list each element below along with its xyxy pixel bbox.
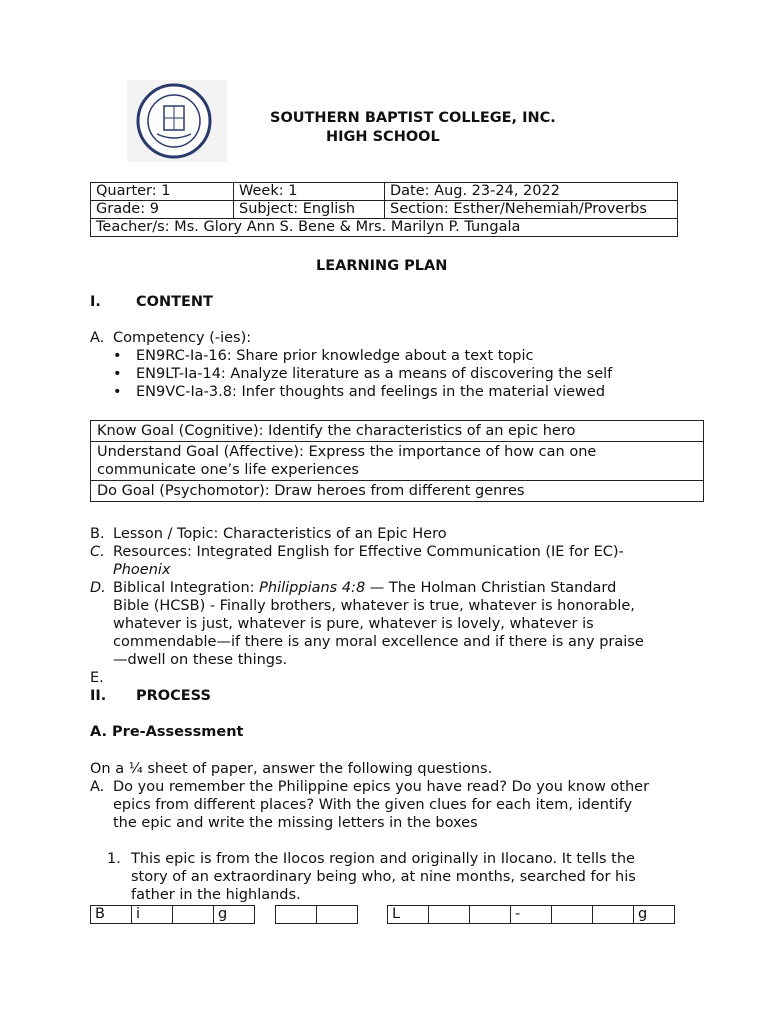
letter-box[interactable]: i — [132, 906, 173, 924]
competency-item: EN9LT-Ia-14: Analyze literature as a means of discovering the self — [136, 366, 613, 382]
letter-box[interactable]: B — [91, 906, 132, 924]
question-clue-line: This epic is from the Ilocos region and originally in Ilocano. It tells the — [131, 851, 635, 867]
letter-box[interactable] — [552, 906, 593, 924]
bible-reference: Philippians 4:8 — [259, 580, 366, 596]
question-text-line: the epic and write the missing letters in the boxes — [113, 815, 478, 831]
competency-heading: Competency (-ies): — [113, 330, 252, 346]
competency-item: EN9VC-Ia-3.8: Infer thoughts and feelings in the material viewed — [136, 384, 606, 400]
list-label: B. — [90, 526, 105, 542]
letter-boxes-word1 — [90, 905, 255, 924]
letter-box[interactable]: - — [511, 906, 552, 924]
section-number: II. — [90, 688, 107, 704]
grade-cell: Grade: 9 — [91, 201, 234, 219]
list-label: E. — [90, 670, 104, 686]
list-label: C. — [90, 544, 105, 560]
week-cell: Week: 1 — [234, 183, 385, 201]
question-clue-line: father in the highlands. — [131, 887, 301, 903]
list-label: D. — [90, 580, 106, 596]
resources-line: Resources: Integrated English for Effective Communication (IE for EC)- — [113, 544, 624, 560]
do-goal: Do Goal (Psychomotor): Draw heroes from different genres — [91, 481, 704, 502]
know-goal: Know Goal (Cognitive): Identify the characteristics of an epic hero — [91, 421, 704, 442]
resources-book: Phoenix — [113, 562, 171, 578]
school-logo — [127, 80, 227, 162]
letter-box[interactable] — [593, 906, 634, 924]
quarter-cell: Quarter: 1 — [91, 183, 234, 201]
letter-box[interactable] — [317, 906, 358, 924]
competency-item: EN9RC-Ia-16: Share prior knowledge about a text topic — [136, 348, 534, 364]
section-number: I. — [90, 294, 101, 310]
teachers-cell: Teacher/s: Ms. Glory Ann S. Bene & Mrs. Marilyn P. Tungala — [91, 219, 678, 237]
biblical-text-line: whatever is just, whatever is pure, whatever is lovely, whatever is — [113, 616, 594, 632]
lesson-topic: Lesson / Topic: Characteristics of an Epic Hero — [113, 526, 447, 542]
understand-goal-line: Understand Goal (Affective): Express the importance of how can one — [97, 444, 597, 460]
understand-goal-line: communicate one’s life experiences — [97, 462, 359, 478]
letter-boxes-word3 — [387, 905, 675, 924]
date-cell: Date: Aug. 23-24, 2022 — [385, 183, 678, 201]
goals-table — [90, 420, 704, 502]
letter-box[interactable]: L — [388, 906, 429, 924]
bullet-icon: • — [113, 366, 122, 382]
section-cell: Section: Esther/Nehemiah/Proverbs — [385, 201, 678, 219]
question-number: 1. — [107, 851, 121, 867]
pre-assessment-heading: A. Pre-Assessment — [90, 724, 244, 740]
understand-goal — [91, 442, 704, 481]
subject-cell: Subject: English — [234, 201, 385, 219]
question-text-line: Do you remember the Philippine epics you have read? Do you know other — [113, 779, 650, 795]
instruction-text: On a ¼ sheet of paper, answer the following questions. — [90, 761, 493, 777]
list-label: A. — [90, 779, 105, 795]
letter-box[interactable]: g — [214, 906, 255, 924]
school-seal-icon — [127, 80, 227, 162]
list-label: A. — [90, 330, 105, 346]
bullet-icon: • — [113, 348, 122, 364]
info-table — [90, 182, 678, 237]
section-heading: PROCESS — [136, 688, 211, 704]
biblical-integration-line — [113, 579, 616, 597]
page-title: LEARNING PLAN — [316, 258, 448, 274]
letter-box[interactable] — [470, 906, 511, 924]
letter-box[interactable]: g — [634, 906, 675, 924]
biblical-text-line: —dwell on these things. — [113, 652, 288, 668]
letter-boxes-word2 — [275, 905, 358, 924]
section-heading: CONTENT — [136, 294, 213, 310]
letter-box[interactable] — [173, 906, 214, 924]
question-clue-line: story of an extraordinary being who, at nine months, searched for his — [131, 869, 636, 885]
biblical-rest: — The Holman Christian Standard — [365, 580, 617, 596]
biblical-prefix: Biblical Integration: — [113, 580, 260, 596]
bullet-icon: • — [113, 384, 122, 400]
letter-box[interactable] — [276, 906, 317, 924]
question-text-line: epics from different places? With the given clues for each item, identify — [113, 797, 633, 813]
school-name: SOUTHERN BAPTIST COLLEGE, INC. — [270, 110, 556, 126]
department-name: HIGH SCHOOL — [326, 129, 440, 145]
biblical-text-line: Bible (HCSB) - Finally brothers, whatever is true, whatever is honorable, — [113, 598, 635, 614]
letter-box[interactable] — [429, 906, 470, 924]
biblical-text-line: commendable—if there is any moral excellence and if there is any praise — [113, 634, 644, 650]
